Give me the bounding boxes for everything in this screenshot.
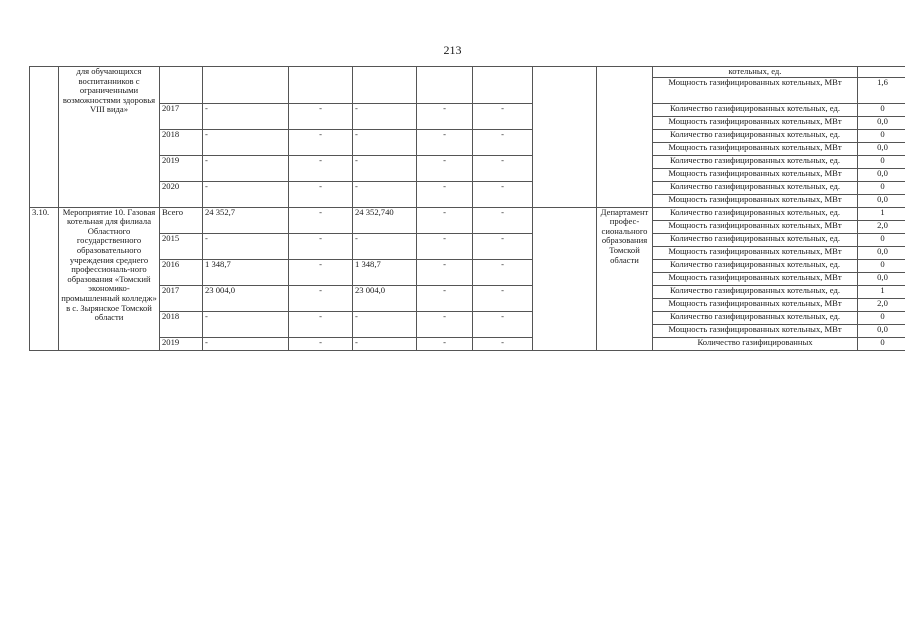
amount-cell-3: 24 352,740: [353, 207, 417, 233]
indicator-value: 0: [858, 233, 905, 246]
amount-cell-1: 24 352,7: [203, 207, 289, 233]
amount-cell-1: -: [203, 129, 289, 155]
year-cell: 2015: [160, 233, 203, 259]
table-row: [30, 129, 905, 142]
table-row: [30, 311, 905, 324]
amount-cell-3: -: [353, 155, 417, 181]
indicator-label: Мощность газифицированных котельных, МВт: [653, 77, 858, 103]
year-cell: 2017: [160, 103, 203, 129]
indicator-value: 0: [858, 103, 905, 116]
year-cell: 2019: [160, 155, 203, 181]
indicator-value: 1: [858, 285, 905, 298]
amount-cell-5: -: [473, 311, 533, 337]
amount-cell-5: -: [473, 181, 533, 207]
amount-cell-2: -: [289, 129, 353, 155]
indicator-label: Мощность газифицированных котельных, МВт: [653, 194, 858, 207]
amount-cell-2: -: [289, 103, 353, 129]
amount-cell-5: -: [473, 155, 533, 181]
year-cell: 2020: [160, 181, 203, 207]
amount-cell-5: -: [473, 259, 533, 285]
amount-cell-2: -: [289, 259, 353, 285]
indicator-value: 0: [858, 155, 905, 168]
item-name: для обучающихся воспитанников с ограниченными возможностями здоровья VIII вида»: [59, 67, 160, 208]
amount-cell-4: -: [417, 233, 473, 259]
table-row: [30, 181, 905, 194]
amount-cell-3: 23 004,0: [353, 285, 417, 311]
indicator-value: 0,0: [858, 116, 905, 129]
indicator-label: Мощность газифицированных котельных, МВт: [653, 168, 858, 181]
indicator-value: 0: [858, 129, 905, 142]
table-row: [30, 155, 905, 168]
amount-cell-2: -: [289, 285, 353, 311]
amount-cell-2: -: [289, 337, 353, 350]
amount-cell-4: -: [417, 259, 473, 285]
amount-cell-4: -: [417, 129, 473, 155]
indicator-label: Мощность газифицированных котельных, МВт: [653, 142, 858, 155]
indicator-value: 0,0: [858, 168, 905, 181]
indicator-label: Мощность газифицированных котельных, МВт: [653, 220, 858, 233]
amount-cell-4: -: [417, 311, 473, 337]
amount-cell-4: [417, 67, 473, 104]
amount-cell-4: -: [417, 337, 473, 350]
amount-cell-5: [473, 67, 533, 104]
item-number: 3.10.: [30, 207, 59, 350]
amount-cell-5: -: [473, 337, 533, 350]
amount-cell-3: [353, 67, 417, 104]
indicator-value: 0,0: [858, 194, 905, 207]
table-row: [30, 337, 905, 350]
amount-cell-5: -: [473, 129, 533, 155]
year-cell: Всего: [160, 207, 203, 233]
item-name: Мероприятие 10. Газовая котельная для филиала Областного государственного образовательного учреждения среднего профессиональ-ного образования «Томский экономико-промышленный колледж» в с. Зырянское Томской области: [59, 207, 160, 350]
empty-cell: [533, 207, 597, 350]
indicator-label: Мощность газифицированных котельных, МВт: [653, 246, 858, 259]
indicator-label: Количество газифицированных котельных, ед.: [653, 103, 858, 116]
indicator-label: Количество газифицированных котельных, ед.: [653, 311, 858, 324]
indicator-label: Количество газифицированных котельных, ед.: [653, 285, 858, 298]
indicator-label: Количество газифицированных: [653, 337, 858, 350]
indicator-label: Количество газифицированных котельных, ед.: [653, 259, 858, 272]
amount-cell-5: -: [473, 207, 533, 233]
amount-cell-5: -: [473, 233, 533, 259]
table-row: [30, 207, 905, 220]
amount-cell-1: [203, 67, 289, 104]
indicator-value: 0: [858, 311, 905, 324]
year-cell: 2016: [160, 259, 203, 285]
amount-cell-2: [289, 67, 353, 104]
amount-cell-3: -: [353, 129, 417, 155]
year-cell: 2019: [160, 337, 203, 350]
amount-cell-2: -: [289, 207, 353, 233]
indicator-value: 0: [858, 337, 905, 350]
amount-cell-1: -: [203, 181, 289, 207]
department-cell: Департамент профес-сионального образования Томской области: [597, 207, 653, 350]
amount-cell-3: -: [353, 181, 417, 207]
amount-cell-4: -: [417, 207, 473, 233]
indicator-value: 1: [858, 207, 905, 220]
amount-cell-2: -: [289, 233, 353, 259]
indicator-value: 0,0: [858, 324, 905, 337]
table-row: [30, 103, 905, 116]
indicator-label: Количество газифицированных котельных, ед.: [653, 233, 858, 246]
amount-cell-2: -: [289, 311, 353, 337]
amount-cell-4: -: [417, 285, 473, 311]
indicator-label: Мощность газифицированных котельных, МВт: [653, 116, 858, 129]
amount-cell-3: -: [353, 337, 417, 350]
empty-cell: [533, 67, 597, 208]
indicator-value: 1,6: [858, 77, 905, 103]
indicator-label: Мощность газифицированных котельных, МВт: [653, 298, 858, 311]
table-row: [30, 233, 905, 246]
amount-cell-1: -: [203, 311, 289, 337]
indicator-value: 0: [858, 181, 905, 194]
amount-cell-4: -: [417, 155, 473, 181]
amount-cell-5: -: [473, 285, 533, 311]
amount-cell-1: -: [203, 337, 289, 350]
amount-cell-4: -: [417, 181, 473, 207]
indicator-value: 2,0: [858, 220, 905, 233]
amount-cell-2: -: [289, 181, 353, 207]
amount-cell-1: 1 348,7: [203, 259, 289, 285]
year-cell: [160, 67, 203, 104]
indicator-value: 2,0: [858, 298, 905, 311]
indicator-label: Количество газифицированных котельных, ед.: [653, 207, 858, 220]
program-table: [29, 66, 905, 351]
year-cell: 2018: [160, 311, 203, 337]
item-number: [30, 67, 59, 208]
indicator-label: Количество газифицированных котельных, ед.: [653, 155, 858, 168]
indicator-value: [858, 67, 905, 78]
indicator-label: Мощность газифицированных котельных, МВт: [653, 272, 858, 285]
amount-cell-5: -: [473, 103, 533, 129]
amount-cell-1: -: [203, 233, 289, 259]
amount-cell-1: -: [203, 103, 289, 129]
table-body: [30, 67, 905, 351]
amount-cell-3: -: [353, 233, 417, 259]
indicator-label: Количество газифицированных котельных, ед.: [653, 129, 858, 142]
amount-cell-3: 1 348,7: [353, 259, 417, 285]
indicator-label: Мощность газифицированных котельных, МВт: [653, 324, 858, 337]
table-row: [30, 285, 905, 298]
indicator-value: 0,0: [858, 246, 905, 259]
table-row: [30, 67, 905, 78]
year-cell: 2017: [160, 285, 203, 311]
indicator-label: Количество газифицированных котельных, ед.: [653, 181, 858, 194]
amount-cell-3: -: [353, 311, 417, 337]
amount-cell-2: -: [289, 155, 353, 181]
indicator-value: 0: [858, 259, 905, 272]
year-cell: 2018: [160, 129, 203, 155]
page-number: 213: [443, 43, 462, 57]
table-row: [30, 259, 905, 272]
indicator-value: 0,0: [858, 142, 905, 155]
department-cell: [597, 67, 653, 208]
amount-cell-1: -: [203, 155, 289, 181]
amount-cell-1: 23 004,0: [203, 285, 289, 311]
indicator-label: котельных, ед.: [653, 67, 858, 78]
indicator-value: 0,0: [858, 272, 905, 285]
amount-cell-3: -: [353, 103, 417, 129]
amount-cell-4: -: [417, 103, 473, 129]
